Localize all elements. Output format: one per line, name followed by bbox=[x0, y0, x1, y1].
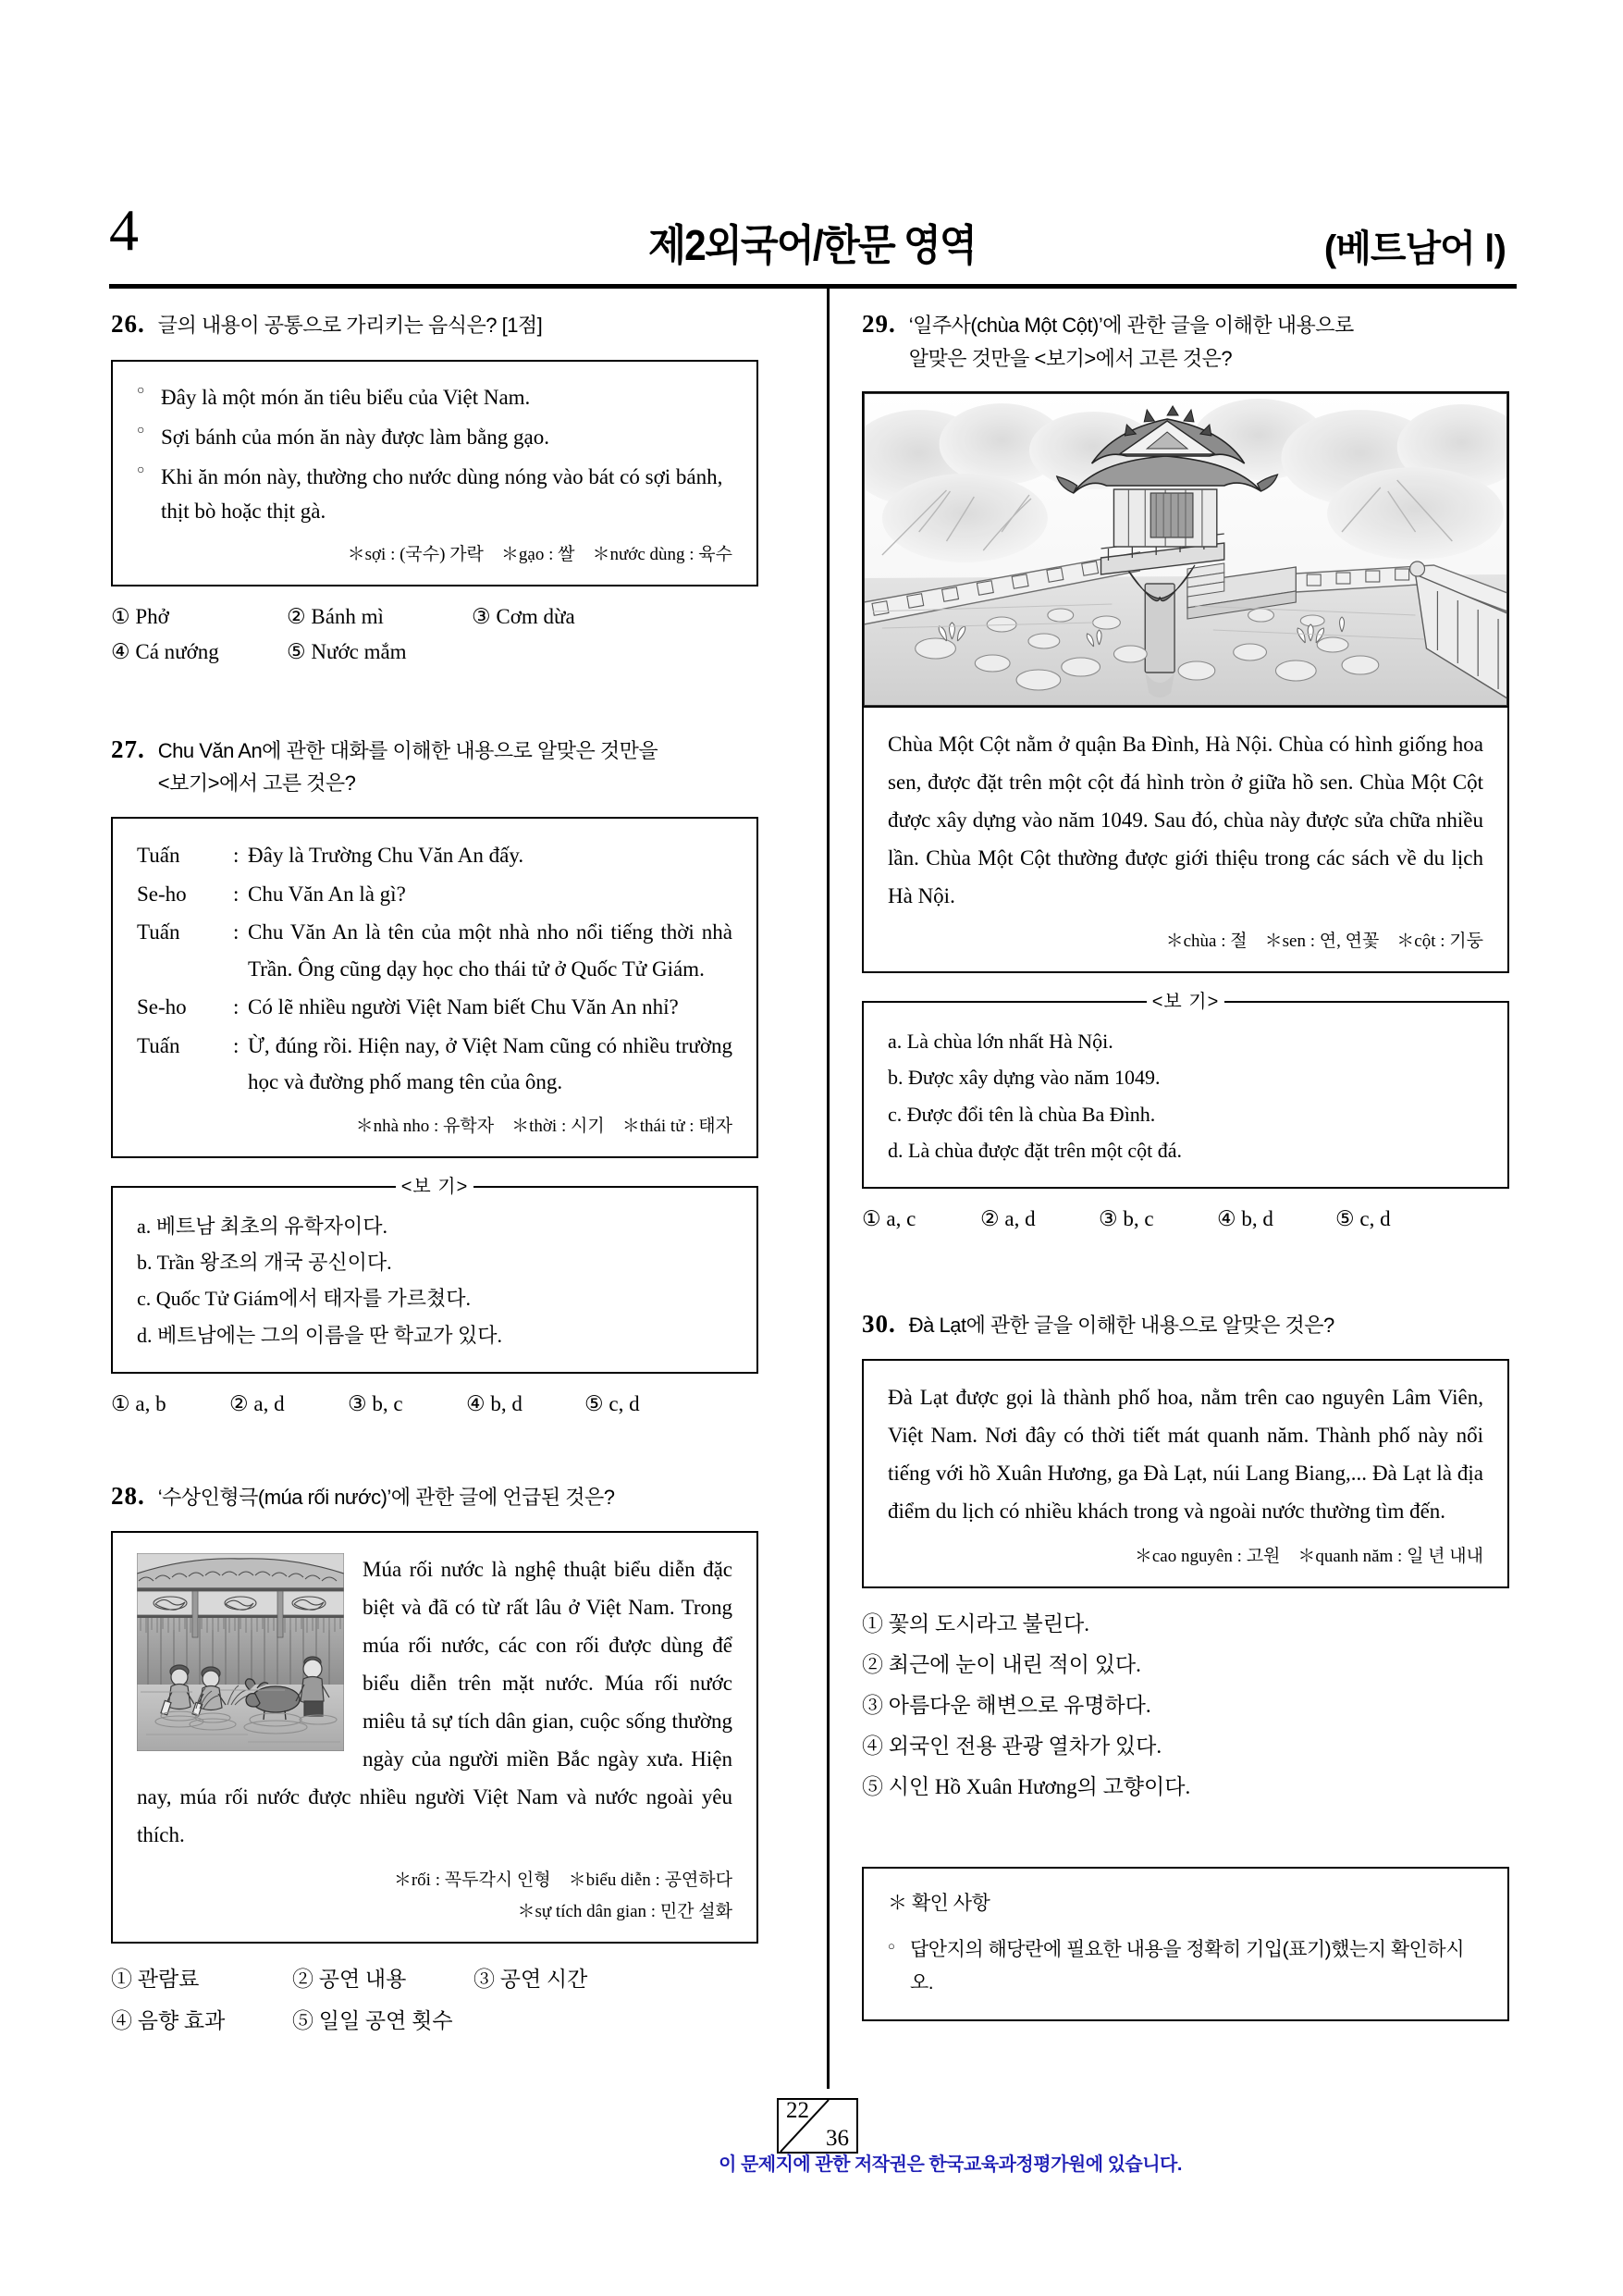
choice-2[interactable]: ② a, d bbox=[980, 1206, 1036, 1230]
question-29-number: 29. bbox=[862, 310, 896, 338]
choice-3[interactable]: ③ Cơm dừa bbox=[472, 604, 575, 628]
dialogue-line bbox=[137, 1028, 732, 1101]
dialogue-speaker: Se-ho bbox=[137, 995, 187, 1019]
page-title: 제2외국어/한문 영역 bbox=[648, 221, 976, 269]
choice-2[interactable]: ② a, d bbox=[229, 1391, 285, 1415]
bogi-item-d: d. Là chùa được đặt trên một cột đá. bbox=[888, 1138, 1183, 1162]
question-27-number: 27. bbox=[111, 734, 145, 763]
choice-3[interactable]: ③ b, c bbox=[1099, 1206, 1154, 1230]
choice-4[interactable]: ④ b, d bbox=[1217, 1206, 1273, 1230]
dialogue-text: Có lẽ nhiều người Việt Nam biết Chu Văn An nhỉ? bbox=[248, 995, 679, 1019]
question-27-dialogue-box bbox=[111, 817, 758, 1158]
dialogue-speaker: Se-ho bbox=[137, 882, 187, 906]
question-27-gloss: ＊nhà nho : 유학자 ＊thời : 시기 ＊thái tử : 태자 bbox=[355, 1116, 732, 1136]
choice-3[interactable]: ③ b, c bbox=[348, 1391, 403, 1415]
dialogue-colon: : bbox=[233, 1033, 240, 1057]
choice-4[interactable]: ④ Cá nướng bbox=[111, 639, 219, 663]
choice-3[interactable]: ③ 공연 시간 bbox=[473, 1968, 588, 1992]
question-30-prompt: Đà Lạt에 관한 글을 이해한 내용으로 알맞은 것은? bbox=[908, 1313, 1334, 1337]
copyright-notice: 이 문제지에 관한 저작권은 한국교육과정평가원에 있습니다. bbox=[719, 2154, 1182, 2175]
dialogue-speaker: Tuấn bbox=[137, 1033, 180, 1057]
question-29-prompt bbox=[909, 305, 1354, 375]
question-27-prompt bbox=[158, 731, 658, 800]
choice-1[interactable]: ① 꽃의 도시라고 불린다. bbox=[862, 1612, 1089, 1636]
question-29-choices bbox=[862, 1207, 1509, 1231]
question-26-number: 26. bbox=[111, 310, 145, 338]
bogi-item-a: a. 베트남 최초의 유학자이다. bbox=[137, 1215, 388, 1239]
dialogue-line bbox=[137, 914, 732, 987]
page-indicator bbox=[777, 2098, 858, 2154]
question-30-passage: Đà Lạt được gọi là thành phố hoa, nằm trên cao nguyên Lâm Viên, Việt Nam. Nơi đây có thời tiết mát quanh năm. Thành phố này nổi tiếng với hồ Xuân Hương, ga Đà Lạt, núi Lang Biang,... Đà Lạt là địa điểm du lịch có nhiều khách trong và ngoài nước thường tìm đến. bbox=[888, 1386, 1483, 1524]
question-30-heading bbox=[862, 1305, 1509, 1343]
list-item: ○ Đây là một món ăn tiêu biểu của Việt Nam. bbox=[137, 380, 732, 414]
question-28-choices bbox=[111, 1962, 758, 2034]
dialogue-speaker: Tuấn bbox=[137, 920, 180, 944]
choice-5[interactable]: ⑤ 일일 공연 횟수 bbox=[292, 2009, 453, 2033]
question-29-prompt-line2: 알맞은 것만을 <보기>에서 고른 것은? bbox=[908, 346, 1233, 370]
choice-2[interactable]: ② 최근에 눈이 내린 적이 있다. bbox=[862, 1653, 1141, 1677]
page-indicator-current: 22 bbox=[786, 2098, 809, 2123]
confirmation-box bbox=[862, 1867, 1509, 2021]
choice-2[interactable]: ② 공연 내용 bbox=[292, 1968, 407, 1992]
question-29-prompt-line1: ‘일주사(chùa Một Cột)’에 관한 글을 이해한 내용으로 bbox=[908, 314, 1354, 337]
question-27-bogi-box bbox=[111, 1186, 758, 1374]
header-divider bbox=[109, 284, 1517, 289]
question-27-bogi-wrapper bbox=[111, 1177, 758, 1374]
confirmation-title: ＊ 확인 사항 bbox=[888, 1893, 990, 1915]
question-27-choices bbox=[111, 1392, 758, 1416]
one-pillar-pagoda-illustration bbox=[864, 393, 1507, 706]
choice-4[interactable]: ④ 음향 효과 bbox=[111, 2009, 226, 2033]
dialogue-text: Ừ, đúng rồi. Hiện nay, ở Việt Nam cũng có nhiều trường học và đường phố mang tên của ông. bbox=[248, 1033, 732, 1094]
choice-1[interactable]: ① a, c bbox=[862, 1206, 916, 1230]
question-26 bbox=[111, 305, 758, 664]
dialogue-colon: : bbox=[233, 995, 240, 1019]
subject-label: (베트남어 Ⅰ) bbox=[1323, 228, 1506, 269]
question-29-passage-box bbox=[862, 706, 1509, 973]
choice-3[interactable]: ③ 아름다운 해변으로 유명하다. bbox=[862, 1694, 1151, 1718]
question-28-heading bbox=[111, 1477, 758, 1515]
bogi-label bbox=[111, 1171, 758, 1198]
question-29-gloss: ＊chùa : 절 ＊sen : 연, 연꽃 ＊cột : 기둥 bbox=[1165, 931, 1483, 951]
column-divider bbox=[827, 289, 830, 2089]
question-26-prompt: 글의 내용이 공통으로 가리키는 음식은? [1점] bbox=[157, 314, 543, 337]
question-28 bbox=[111, 1477, 758, 2035]
page-number-heading: 4 bbox=[109, 197, 139, 263]
choice-5[interactable]: ⑤ c, d bbox=[584, 1391, 640, 1415]
choice-1[interactable]: ① a, b bbox=[111, 1391, 166, 1415]
bogi-item-a: a. Là chùa lớn nhất Hà Nội. bbox=[888, 1030, 1113, 1054]
dialogue-text: Đây là Trường Chu Văn An đấy. bbox=[248, 844, 524, 868]
choice-1[interactable]: ① 관람료 bbox=[111, 1968, 200, 1992]
water-puppet-show-illustration bbox=[137, 1553, 344, 1751]
question-26-choices bbox=[111, 605, 758, 664]
bogi-item-b: b. Được xây dựng vào năm 1049. bbox=[888, 1066, 1161, 1090]
bogi-label bbox=[862, 986, 1509, 1013]
bogi-item-c: c. Quốc Tử Giám에서 태자를 가르쳤다. bbox=[137, 1287, 472, 1311]
bogi-label-text: <보 기> bbox=[1147, 992, 1225, 1012]
choice-1[interactable]: ① Phở bbox=[111, 604, 169, 628]
dialogue-colon: : bbox=[233, 882, 240, 906]
question-29-passage: Chùa Một Cột nằm ở quận Ba Đình, Hà Nội. Chùa có hình giống hoa sen, được đặt trên một cột đá hình tròn ở giữa hồ sen. Chùa Một Cột được xây dựng vào năm 1049. Sau đó, chùa này được sửa chữa nhiều lần. Chùa Một Cột thường được giới thiệu trong các sách về du lịch Hà Nội. bbox=[888, 733, 1483, 907]
question-28-passage-box bbox=[111, 1531, 758, 1944]
question-27-prompt-line2: <보기>에서 고른 것은? bbox=[157, 772, 356, 796]
question-27-heading bbox=[111, 731, 758, 800]
bogi-label-text: <보 기> bbox=[396, 1177, 474, 1197]
question-30-gloss: ＊cao nguyên : 고원 ＊quanh năm : 일 년 내내 bbox=[1134, 1547, 1483, 1567]
bogi-item-b: b. Trần 왕조의 개국 공신이다. bbox=[137, 1251, 392, 1275]
right-column bbox=[862, 305, 1509, 2021]
list-item: ○ Khi ăn món này, thường cho nước dùng nóng vào bát có sợi bánh, thịt bò hoặc thịt gà. bbox=[137, 460, 732, 529]
dialogue-line bbox=[137, 876, 732, 913]
question-28-gloss-line1: ＊rối : 꼭두각시 인형 ＊biểu diễn : 공연하다 bbox=[393, 1870, 732, 1890]
dialogue-line bbox=[137, 989, 732, 1026]
left-column bbox=[111, 305, 758, 2045]
dialogue-speaker: Tuấn bbox=[137, 844, 180, 868]
question-29-figure-box bbox=[862, 391, 1509, 708]
question-30 bbox=[862, 1305, 1509, 1801]
confirmation-item: ○ 답안지의 해당란에 필요한 내용을 정확히 기입(표기)했는지 확인하시오. bbox=[888, 1933, 1483, 1999]
question-28-prompt: ‘수상인형극(múa rối nước)’에 관한 글에 언급된 것은? bbox=[157, 1485, 615, 1509]
dialogue-colon: : bbox=[233, 920, 240, 944]
bogi-item-d: d. 베트남에는 그의 이름을 딴 학교가 있다. bbox=[137, 1323, 503, 1347]
page-header bbox=[109, 199, 1515, 282]
dialogue-line bbox=[137, 837, 732, 874]
bogi-item-c: c. Được đổi tên là chùa Ba Đình. bbox=[888, 1102, 1156, 1126]
question-27-prompt-line1: Chu Văn An에 관한 대화를 이해한 내용으로 알맞은 것만을 bbox=[157, 738, 658, 762]
dialogue-text: Chu Văn An là gì? bbox=[248, 882, 406, 906]
question-29-bogi-box bbox=[862, 1001, 1509, 1189]
question-26-passage-box bbox=[111, 360, 758, 586]
question-26-statement-list bbox=[137, 380, 732, 529]
question-28-gloss-line2: ＊sự tích dân gian : 민간 설화 bbox=[517, 1902, 732, 1922]
list-item: ○ Sợi bánh của món ăn này được làm bằng gạo. bbox=[137, 420, 732, 454]
choice-2[interactable]: ② Bánh mì bbox=[287, 604, 384, 628]
choice-4[interactable]: ④ b, d bbox=[466, 1391, 523, 1415]
choice-5[interactable]: ⑤ Nước mắm bbox=[287, 639, 407, 663]
question-29-bogi-wrapper bbox=[862, 992, 1509, 1189]
question-30-number: 30. bbox=[862, 1309, 896, 1338]
question-27 bbox=[111, 731, 758, 1416]
question-28-passage: Múa rối nước là nghệ thuật biểu diễn đặc biệt và đã có từ rất lâu ở Việt Nam. Trong múa rối nước, các con rối được dùng để biểu diễn trên mặt nước. Múa rối nước miêu tả sự tích dân gian, cuộc sống thường ngày của người miền Bắc ngày xưa. Hiện nay, múa rối nước được nhiều người Việt Nam và nước ngoài yêu thích. bbox=[137, 1558, 732, 1846]
question-29 bbox=[862, 305, 1509, 1231]
question-28-number: 28. bbox=[111, 1481, 145, 1510]
question-26-gloss: ＊sợi : (국수) 가락 ＊gạo : 쌀 ＊nước dùng : 육수 bbox=[347, 544, 732, 564]
page-indicator-total: 36 bbox=[826, 2126, 849, 2151]
dialogue-colon: : bbox=[233, 844, 240, 868]
question-30-choices bbox=[862, 1607, 1509, 1800]
question-30-passage-box bbox=[862, 1359, 1509, 1588]
choice-4[interactable]: ④ 외국인 전용 관광 열차가 있다. bbox=[862, 1734, 1162, 1759]
question-29-heading bbox=[862, 305, 1509, 375]
choice-5[interactable]: ⑤ 시인 Hồ Xuân Hương의 고향이다. bbox=[862, 1775, 1191, 1799]
choice-5[interactable]: ⑤ c, d bbox=[1335, 1206, 1391, 1230]
dialogue-text: Chu Văn An là tên của một nhà nho nổi tiếng thời nhà Trần. Ông cũng dạy học cho thái tử ở Quốc Tử Giám. bbox=[248, 920, 732, 981]
question-26-heading bbox=[111, 305, 758, 343]
